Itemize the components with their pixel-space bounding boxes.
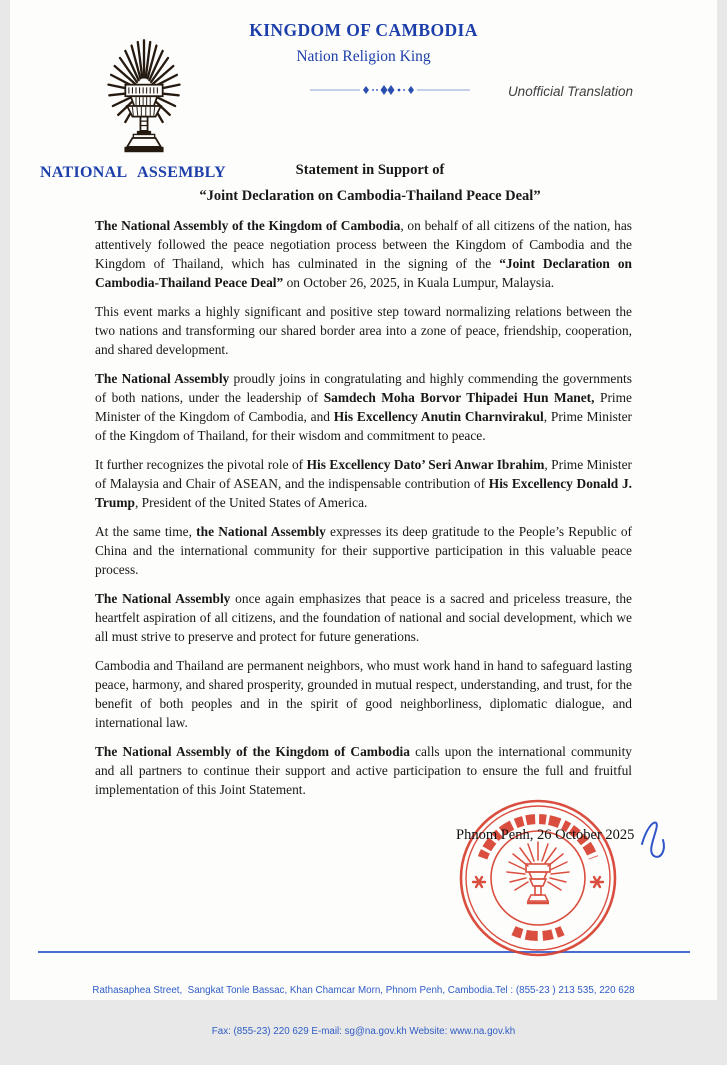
footer-block (10, 957, 717, 1065)
statement-paragraph: It further recognizes the pivotal role of His Excellency Dato’ Seri Anwar Ibrahim, Prime Minister of Malaysia and Chair of ASEAN, and the indispensable contribution of His Excellency Donald J. Trump, President of the United States of America. (95, 457, 632, 510)
statement-paragraph: The National Assembly of the Kingdom of Cambodia, on behalf of all citizens of the nation, has attentively followed the peace negotiation process between the Kingdom of Cambodia and the Kingdom of Thailand, which has culminated in the signing of the “Joint Declaration on Cambodia-Thailand Peace Deal” on October 26, 2025, in Kuala Lumpur, Malaysia. (95, 218, 633, 290)
khmer-script-bottom (514, 931, 563, 936)
signature-flourish-icon (638, 814, 672, 864)
stamp-star-left (473, 877, 485, 887)
national-assembly-emblem (104, 37, 184, 159)
statement-body (95, 216, 632, 809)
ornament-divider-icon (310, 84, 470, 96)
statement-paragraph: The National Assembly proudly joins in congratulating and highly commending the governments of both nations, under the leadership of Samdech Moha Borvor Thipadei Hun Manet, Prime Minister of the Kingdom of Cambodia, and His Excellency Anutin Charnvirakul, Prime Minister of the Kingdom of Thailand, for their wisdom and commitment to peace. (95, 371, 633, 443)
statement-title-line1: Statement in Support of (295, 162, 445, 178)
statement-paragraph: At the same time, the National Assembly expresses its deep gratitude to the People’s Republic of China and the international community for their supportive participation in this valuable peace process. (95, 524, 632, 577)
unofficial-translation-note: Unofficial Translation (507, 84, 633, 99)
national-motto: Nation Religion King (296, 48, 431, 65)
org-name-national-assembly: NATIONAL ASSEMBLY (40, 164, 226, 181)
statement-paragraph: The National Assembly once again emphasizes that peace is a sacred and priceless treasure, the heartfelt aspiration of all citizens, and the foundation of national and social development, which we all must strive to preserve and protect for future generations. (95, 591, 632, 644)
footer-contact: Fax: (855-23) 220 629 E-mail: sg@na.gov.kh Website: www.na.gov.kh (211, 1025, 516, 1037)
document-page (10, 0, 717, 1037)
footer-address: Rathasaphea Street, Sangkat Tonle Bassac, Khan Chamcar Morn, Phnom Penh, Cambodia.Tel : (855-23 ) 213 535, 220 628 (92, 985, 635, 996)
official-red-stamp (458, 798, 618, 958)
place-date-line: Phnom Penh, 26 October 2025 (456, 827, 635, 843)
kingdom-title: KINGDOM OF CAMBODIA (249, 20, 478, 40)
assembly-emblem-icon (104, 37, 184, 159)
red-seal-icon (458, 798, 618, 958)
statement-title-line2: “Joint Declaration on Cambodia-Thailand Peace Deal” (199, 188, 541, 204)
stamp-center-emblem (507, 842, 569, 890)
statement-paragraph: This event marks a highly significant and positive step toward normalizing relations between the two nations and transforming our shared border area into a zone of peace, friendship, cooperation, and shared development. (95, 304, 632, 357)
stamp-star-right (591, 877, 603, 887)
statement-paragraph: The National Assembly of the Kingdom of Cambodia calls upon the international community and all partners to continue their support and active participation to ensure the full and fruitful implementation of this Joint Statement. (95, 744, 633, 797)
statement-paragraph: Cambodia and Thailand are permanent neighbors, who must work hand in hand to safeguard lasting peace, harmony, and shared prosperity, grounded in mutual respect, understanding, and trust, for the benefit of both peoples and in the spirit of good neighborliness, diplomatic dialogue, and international law. (95, 658, 632, 730)
ornament-divider (310, 83, 470, 95)
handwritten-signature (638, 814, 672, 864)
